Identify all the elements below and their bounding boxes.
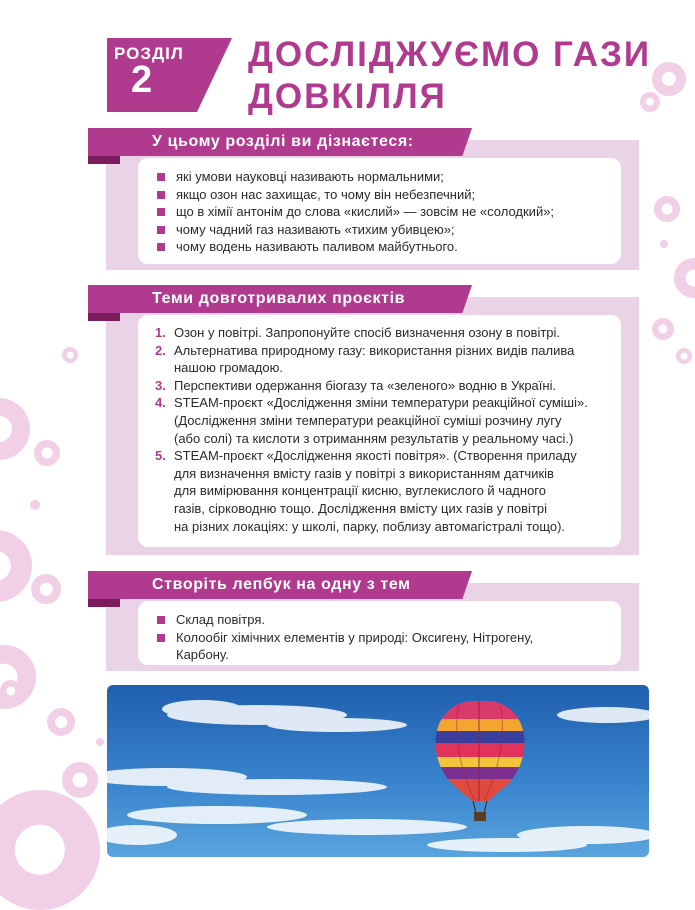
list-item: що в хімії антонім до слова «кислий» — зовсім не «солодкий»; — [157, 203, 619, 221]
list-item: Склад повітря. — [157, 611, 619, 629]
decor-ring — [654, 196, 680, 222]
decor-ring — [34, 440, 60, 466]
item-line: Колообіг хімічних елементів у природі: Оксигену, Нітрогену, — [176, 629, 534, 645]
item-line: нашою громадою. — [174, 360, 283, 376]
list-item — [155, 324, 620, 342]
decor-ring — [676, 348, 692, 364]
hot-air-balloon-image — [107, 685, 649, 857]
item-number: 3. — [155, 377, 166, 393]
learn-list — [157, 168, 619, 256]
decor-ring — [62, 347, 78, 363]
list-item — [155, 342, 620, 377]
projects-heading: Теми довготривалих проєктів — [152, 290, 406, 307]
item-number: 2. — [155, 342, 166, 358]
page-title-line1: ДОСЛІДЖУЄМО ГАЗИ — [248, 35, 652, 74]
item-line: (або солі) та кислоти з отриманням результатів у реальному часі.) — [174, 430, 574, 446]
decor-ring — [0, 530, 32, 602]
item-line: STEAM-проєкт «Дослідження зміни температури реакційної суміші». — [174, 395, 588, 411]
list-item — [155, 394, 620, 447]
item-line: газів, сірководню тощо. Дослідження вмісту цих газів у повітрі — [174, 500, 548, 516]
decor-dot — [660, 240, 668, 248]
decor-dot — [96, 738, 104, 746]
item-line: для визначення вмісту газів у повітрі з використанням датчиків — [174, 465, 554, 481]
balloon-photo — [107, 685, 649, 857]
decor-ring — [0, 680, 22, 702]
lapbook-list — [157, 611, 619, 664]
list-item — [155, 377, 620, 395]
item-line: Альтернатива природному газу: використання різних видів палива — [174, 342, 575, 358]
page-title-line2: ДОВКІЛЛЯ — [248, 77, 447, 116]
item-line: (Дослідження зміни температури реакційної суміші розчину лугу — [174, 412, 562, 428]
item-line: STEAM-проєкт «Дослідження якості повітря». (Створення приладу — [174, 448, 577, 464]
list-item: чому чадний газ називають «тихим убивцею»; — [157, 221, 619, 239]
item-line: Перспективи одержання біогазу та «зеленого» водню в Україні. — [174, 377, 557, 393]
list-item: які умови науковці називають нормальними; — [157, 168, 619, 186]
chapter-number: 2 — [131, 59, 153, 101]
decor-ring — [31, 574, 61, 604]
decor-ring — [652, 62, 686, 96]
decor-ring — [0, 398, 30, 460]
item-line: на різних локаціях: у школі, парку, поблизу автомагістралі тощо). — [174, 518, 566, 534]
list-item: чому водень називають паливом майбутнього. — [157, 238, 619, 256]
projects-list — [155, 324, 620, 535]
item-number: 4. — [155, 395, 166, 411]
chapter-label: РОЗДІЛ — [114, 44, 184, 63]
list-item — [157, 629, 619, 664]
decor-dot — [30, 500, 40, 510]
decor-ring — [62, 762, 98, 798]
item-line: для вимірювання концентрації кисню, вуглекислого й чадного — [174, 483, 546, 499]
decor-ring — [652, 318, 674, 340]
lapbook-heading: Створіть лепбук на одну з тем — [152, 576, 411, 593]
decor-ring — [47, 708, 75, 736]
page-title — [248, 34, 651, 118]
list-item: якщо озон нас захищає, то чому він небезпечний; — [157, 186, 619, 204]
list-item — [155, 447, 620, 535]
item-line: Озон у повітрі. Запропонуйте спосіб визначення озону в повітрі. — [174, 325, 561, 340]
item-number: 1. — [155, 325, 166, 340]
item-number: 5. — [155, 448, 166, 464]
decor-ring — [0, 790, 100, 910]
decor-ring — [674, 258, 695, 298]
learn-heading: У цьому розділі ви дізнаєтеся: — [152, 133, 414, 150]
item-line: Карбону. — [176, 647, 229, 662]
